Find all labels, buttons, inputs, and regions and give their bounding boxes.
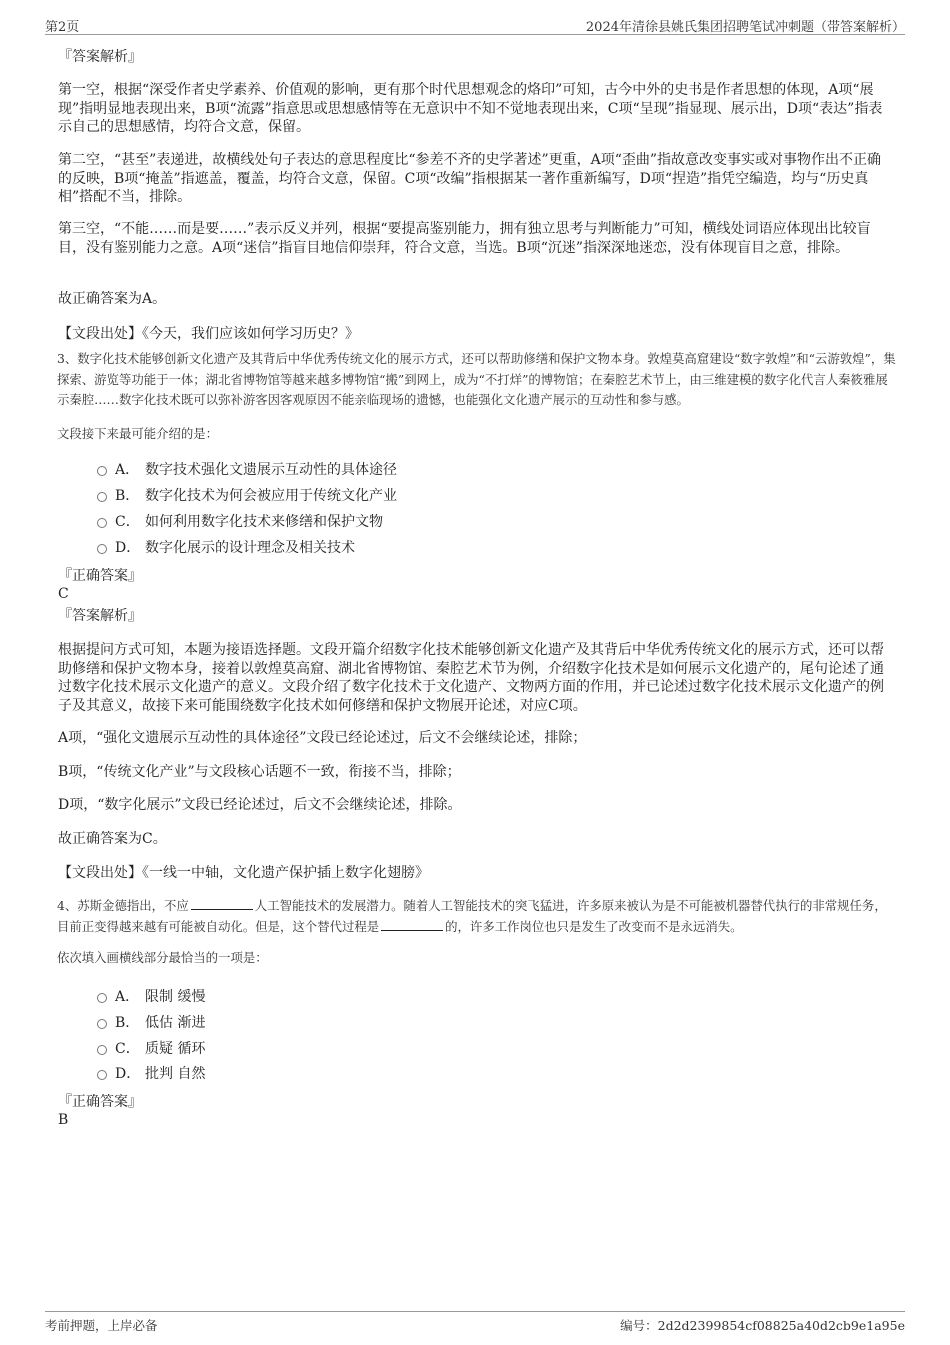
radio-icon[interactable] [97, 1019, 107, 1029]
option-a[interactable]: A． 数字技术强化文遗展示互动性的具体途径 [97, 461, 397, 479]
page-header [45, 14, 905, 35]
text-source: 【文段出处】《一线一中轴，文化遗产保护插上数字化翅膀》 [58, 865, 429, 881]
page-number: 第2页 [45, 20, 80, 35]
analysis-paragraph: 第三空，“不能……而是要……”表示反义并列，根据“要提高鉴别能力，拥有独立思考与判断能力”可知，横线处词语应体现出比较盲目，没有鉴别能力之意。A项“迷信”指盲目地信仰崇拜，符合文意，当选。B项“沉迷”指深深地迷恋，没有体现盲目之意，排除。 [58, 221, 871, 256]
question-stem: 3、数字化技术能够创新文化遗产及其背后中华优秀传统文化的展示方式，还可以帮助修缮和保护文物本身。敦煌莫高窟建设“数字敦煌”和“云游敦煌”，集探索、游览等功能于一体；湖北省博物馆等越来越多博物馆“搬”到网上，成为“不打烊”的博物馆；在秦腔艺术节上，由三维建模的数字化代言人秦筱雅展示秦腔……数字化技术既可以弥补游客因客观原因不能亲临现场的遗憾，也能强化文化遗产展示的互动性和参与感。 [57, 351, 896, 407]
fill-blank [381, 918, 443, 931]
answer-label: 『正确答案』 [58, 568, 142, 584]
answer-label: 『正确答案』 [58, 1094, 142, 1110]
question-prompt: 依次填入画横线部分最恰当的一项是： [57, 950, 268, 965]
analysis-label: 『答案解析』 [58, 608, 142, 624]
answer-conclusion: 故正确答案为C。 [58, 831, 167, 847]
correct-answer: C [58, 586, 69, 602]
analysis-paragraph: 根据提问方式可知，本题为接语选择题。文段开篇介绍数字化技术能够创新文化遗产及其背后中华优秀传统文化的展示方式，还可以帮助修缮和保护文物本身，接着以敦煌莫高窟、湖北省博物馆、秦腔艺术节为例，介绍数字化技术是如何展示文化遗产的，尾句论述了通过数字化技术展示文化遗产的意义。文段介绍了数字化技术于文化遗产、文物两方面的作用，并已论述过数字化技术展示文化遗产的例子及其意义，故接下来可能围绕数字化技术如何修缮和保护文物展开论述，对应C项。 [58, 642, 884, 714]
analysis-paragraph: 第一空，根据“深受作者史学素养、价值观的影响，更有那个时代思想观念的烙印”可知，古今中外的史书是作者思想的体现，A项“展现”指明显地表现出来，B项“流露”指意思或思想感情等在无意识中不知不觉地表现出来，C项“呈现”指显现、展示出，D项“表达”指表示自己的思想感情，均符合文意，保留。 [58, 82, 883, 135]
analysis-label: 『答案解析』 [58, 49, 142, 65]
answer-conclusion: 故正确答案为A。 [58, 291, 167, 307]
page-footer [45, 1311, 905, 1336]
radio-icon[interactable] [97, 492, 107, 502]
option-b[interactable]: B． 低估 渐进 [97, 1014, 205, 1032]
option-c[interactable]: C． 如何利用数字化技术来修缮和保护文物 [97, 513, 383, 531]
option-c[interactable]: C． 质疑 循环 [97, 1040, 205, 1058]
analysis-note: D项，“数字化展示”文段已经论述过，后文不会继续论述，排除。 [58, 797, 462, 813]
option-a[interactable]: A． 限制 缓慢 [97, 988, 205, 1006]
radio-icon[interactable] [97, 993, 107, 1003]
option-b[interactable]: B． 数字化技术为何会被应用于传统文化产业 [97, 487, 397, 505]
option-d[interactable]: D． 数字化展示的设计理念及相关技术 [97, 539, 355, 557]
question-prompt: 文段接下来最可能介绍的是： [57, 426, 219, 441]
radio-icon[interactable] [97, 1045, 107, 1055]
radio-icon[interactable] [97, 1070, 107, 1080]
question-stem: 4、苏斯金德指出，不应 人工智能技术的发展潜力。随着人工智能技术的突飞猛进，许多原来被认为是不可能被机器替代执行的非常规任务，目前正变得越来越有可能被自动化。但是，这个替代过程是 的，许多工作岗位也只是发生了改变而不是永远消失。 [57, 898, 887, 934]
radio-icon[interactable] [97, 466, 107, 476]
footer-slogan: 考前押题，上岸必备 [45, 1318, 158, 1333]
text-source: 【文段出处】《今天，我们应该如何学习历史？》 [58, 326, 359, 342]
analysis-paragraph: 第二空，“甚至”表递进，故横线处句子表达的意思程度比“参差不齐的史学著述”更重，A项“歪曲”指故意改变事实或对事物作出不正确的反映，B项“掩盖”指遮盖，覆盖，均符合文意，保留。C项“改编”指根据某一著作重新编写，D项“捏造”指凭空编造，均与“历史真相”搭配不当，排除。 [58, 152, 882, 205]
option-d[interactable]: D． 批判 自然 [97, 1065, 205, 1083]
radio-icon[interactable] [97, 518, 107, 528]
analysis-note: B项，“传统文化产业”与文段核心话题不一致，衔接不当，排除； [58, 764, 461, 780]
document-id: 编号：2d2d2399854cf08825a40d2cb9e1a95e [620, 1318, 905, 1333]
correct-answer: B [58, 1112, 69, 1128]
fill-blank [191, 897, 253, 910]
radio-icon[interactable] [97, 544, 107, 554]
document-title: 2024年清徐县姚氏集团招聘笔试冲刺题（带答案解析） [585, 20, 905, 35]
analysis-note: A项，“强化文遗展示互动性的具体途径”文段已经论述过，后文不会继续论述，排除； [58, 730, 587, 746]
